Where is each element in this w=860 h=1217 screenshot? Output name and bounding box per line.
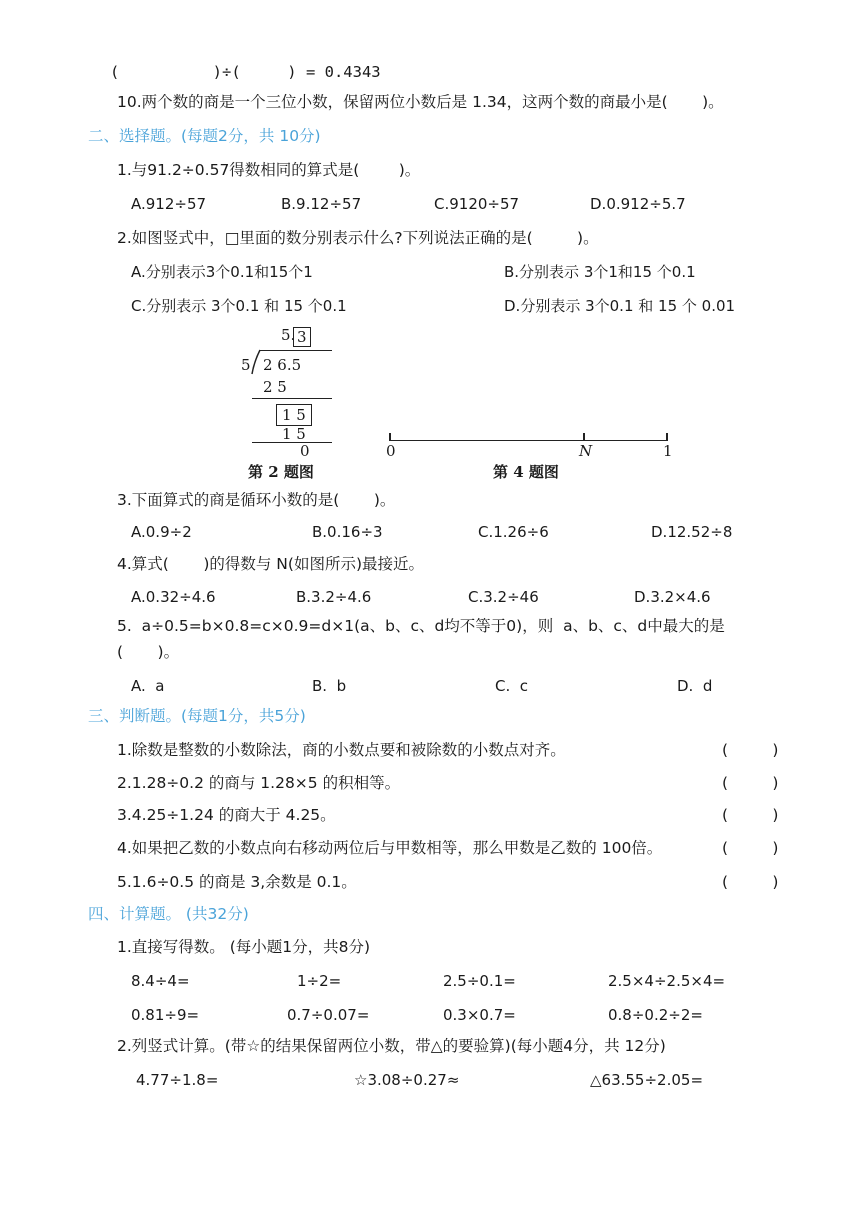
s2-q4-option-a: A.0.32÷4.6 [131, 588, 216, 606]
quotient-boxed-digit: 3 [297, 328, 307, 346]
tick-one [666, 433, 668, 441]
figure-2-long-division [230, 322, 350, 482]
final-remainder: 0 [300, 442, 310, 460]
step-1-product: 2 5 [263, 378, 287, 396]
s2-q1-option-a: A.912÷57 [131, 195, 207, 213]
s3-item-1: 1.除数是整数的小数除法，商的小数点要和被除数的小数点对齐。 [117, 741, 566, 759]
question-10: 10.两个数的商是一个三位小数，保留两位小数后是 1.34，这两个数的商最小是( )。 [117, 93, 724, 111]
division-line-1 [252, 398, 332, 399]
s2-q5-text: 5. a÷0.5=b×0.8=c×0.9=d×1(a、b、c、d均不等于0)，则 a、b、c、d中最大的是 [117, 617, 725, 635]
figure-4-caption: 第 4 题图 [493, 463, 559, 481]
s4-q2-item-2: ☆3.08÷0.27≈ [354, 1071, 460, 1089]
section-3-title: 三、判断题。(每题1分，共5分) [88, 707, 306, 725]
s4-q1-item-8: 0.8÷0.2÷2= [608, 1006, 703, 1024]
label-n: N [579, 442, 593, 460]
s2-q4-option-c: C.3.2÷46 [468, 588, 539, 606]
s3-item-3: 3.4.25÷1.24 的商大于 4.25。 [117, 806, 336, 824]
s3-bracket-1: ( ) [722, 741, 779, 759]
s4-q2-item-1: 4.77÷1.8= [136, 1071, 219, 1089]
s4-q1-item-1: 8.4÷4= [131, 972, 190, 990]
s2-q2-option-d: D.分别表示 3个0.1 和 15 个 0.01 [504, 297, 736, 315]
s2-q3-option-a: A.0.9÷2 [131, 523, 192, 541]
number-line-axis [389, 440, 667, 441]
q9-blank-line: ( )÷( ) = 0.4343 [110, 63, 381, 81]
s3-bracket-4: ( ) [722, 839, 779, 857]
s2-q1-option-d: D.0.912÷5.7 [590, 195, 686, 213]
s2-q3-option-b: B.0.16÷3 [312, 523, 383, 541]
s2-q5-option-b: B. b [312, 677, 347, 695]
s2-q1-option-c: C.9120÷57 [434, 195, 520, 213]
s3-item-5: 5.1.6÷0.5 的商是 3,余数是 0.1。 [117, 873, 357, 891]
s4-q1-item-3: 2.5÷0.1= [443, 972, 516, 990]
division-top-line [260, 350, 332, 351]
s2-q5-text-continued: ( )。 [117, 643, 180, 661]
s4-q1-item-2: 1÷2= [297, 972, 342, 990]
s2-q3-option-d: D.12.52÷8 [651, 523, 733, 541]
s4-q1-item-5: 0.81÷9= [131, 1006, 200, 1024]
tick-zero [389, 433, 391, 441]
tick-n [583, 433, 585, 441]
s2-q5-option-d: D. d [677, 677, 713, 695]
boxed-remainder: 1 5 [282, 406, 306, 424]
division-bracket [250, 349, 264, 375]
s2-q2-option-c: C.分别表示 3个0.1 和 15 个0.1 [131, 297, 347, 315]
s2-q4-option-d: D.3.2×4.6 [634, 588, 711, 606]
s2-q2-option-b: B.分别表示 3个1和15 个0.1 [504, 263, 696, 281]
step-2-product: 1 5 [282, 425, 306, 443]
s4-q2-item-3: △63.55÷2.05= [590, 1071, 704, 1089]
s3-bracket-2: ( ) [722, 774, 779, 792]
figure-4-number-line [383, 430, 683, 464]
s3-bracket-3: ( ) [722, 806, 779, 824]
figure-2-caption: 第 2 题图 [248, 463, 314, 481]
s3-bracket-5: ( ) [722, 873, 779, 891]
remainder-box [276, 404, 312, 426]
s4-q1-item-7: 0.3×0.7= [443, 1006, 516, 1024]
s2-q2-option-a: A.分别表示3个0.1和15个1 [131, 263, 313, 281]
label-one: 1 [663, 442, 673, 460]
s2-q3-text: 3.下面算式的商是循环小数的是( )。 [117, 491, 396, 509]
s2-q4-option-b: B.3.2÷4.6 [296, 588, 372, 606]
s2-q5-option-c: C. c [495, 677, 529, 695]
section-2-title: 二、选择题。(每题2分，共 10分) [88, 127, 321, 145]
division-line-2 [252, 442, 332, 443]
s4-q1-title: 1.直接写得数。 (每小题1分，共8分) [117, 938, 371, 956]
s2-q3-option-c: C.1.26÷6 [478, 523, 549, 541]
s2-q1-option-b: B.9.12÷57 [281, 195, 362, 213]
s3-item-4: 4.如果把乙数的小数点向右移动两位后与甲数相等，那么甲数是乙数的 100倍。 [117, 839, 663, 857]
s2-q4-text: 4.算式( )的得数与 N(如图所示)最接近。 [117, 555, 424, 573]
quotient-box [293, 327, 311, 347]
s2-q1-text: 1.与91.2÷0.57得数相同的算式是( )。 [117, 161, 421, 179]
s2-q2-text: 2.如图竖式中，□里面的数分别表示什么?下列说法正确的是( )。 [117, 229, 599, 247]
quotient-prefix: 5. [281, 326, 296, 344]
dividend: 2 6.5 [263, 356, 302, 374]
s3-item-2: 2.1.28÷0.2 的商与 1.28×5 的积相等。 [117, 774, 401, 792]
s4-q1-item-6: 0.7÷0.07= [287, 1006, 370, 1024]
s4-q1-item-4: 2.5×4÷2.5×4= [608, 972, 726, 990]
section-4-title: 四、计算题。 (共32分) [88, 905, 249, 923]
s2-q5-option-a: A. a [131, 677, 165, 695]
label-zero: 0 [386, 442, 396, 460]
s4-q2-title: 2.列竖式计算。(带☆的结果保留两位小数，带△的要验算)(每小题4分，共 12分) [117, 1037, 666, 1055]
divisor: 5 [241, 356, 251, 374]
